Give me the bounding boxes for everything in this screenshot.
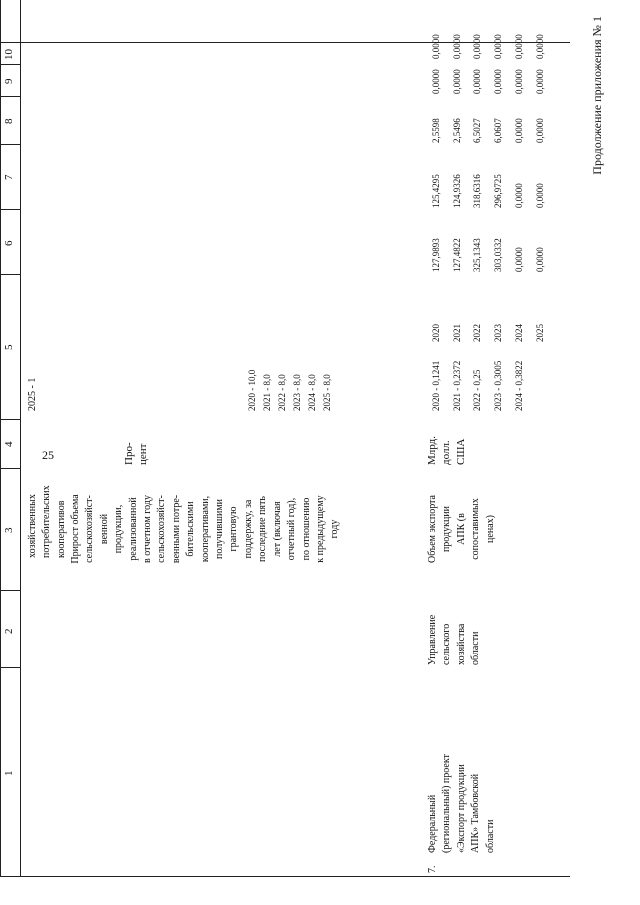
col-divider: [0, 590, 20, 591]
header-col-1: 1: [3, 770, 15, 776]
row-7-col-regional: 2,5598 2,5496 6,5027 6,0607 0,0000 0,0000: [431, 118, 545, 143]
header-col-5: 5: [3, 344, 15, 350]
header-col-8: 8: [3, 118, 15, 124]
col-divider: [0, 468, 20, 469]
header-col-4: 4: [3, 441, 15, 447]
row-7-unit: Млрд. долл. США: [426, 436, 467, 465]
col-divider: [0, 274, 20, 275]
indicator-growth-name: Прирост объема сельскохозяйст- венной продукции, реализованной в отчетном году сельскохозяйст- венными потре- бительскими кооперативами, получившими грантовую поддержку, за последние пять лет (включая отчетный год), по отношению к предыдущему году: [70, 494, 341, 564]
page-number: 25: [42, 448, 54, 462]
prev-target-2025: 2025 - 1: [27, 377, 38, 411]
row-7-years: 2020 2021 2022 2023 2024 2025: [431, 324, 545, 342]
row-7-project: Федеральный (региональный) проект «Экспорт продукции АПК» Тамбовской области: [427, 754, 496, 853]
table-border-left: [0, 876, 570, 877]
col-divider: [0, 96, 20, 97]
indicator-prev-tail: хозяйственных потребительских кооперативов: [27, 485, 67, 558]
col-divider: [0, 419, 20, 420]
header-col-7: 7: [3, 174, 15, 180]
col-divider: [0, 667, 20, 668]
header-col-3: 3: [3, 527, 15, 533]
row-7-col-federal: 125,4295 124,9326 318,6316 296,9725 0,0000 0,0000: [431, 174, 545, 208]
header-col-2: 2: [3, 628, 15, 634]
col-divider: [0, 209, 20, 210]
col-divider: [0, 144, 20, 145]
row-7-number: 7.: [427, 865, 438, 873]
header-bottom-line: [20, 0, 21, 877]
col-divider: [0, 64, 20, 65]
row-7-col-10: 0,0000 0,0000 0,0000 0,0000 0,0000 0,0000: [431, 34, 545, 59]
indicator-growth-targets: 2020 - 10,0 2021 - 8,0 2022 - 8,0 2023 - 8,0 2024 - 8,0 2025 - 8,0: [247, 369, 332, 411]
indicator-growth-unit: Про- цент: [123, 442, 150, 465]
row-7-targets: 2020 - 0,1241 2021 - 0,2372 2022 - 0,25 2023 - 0,3005 2024 - 0,3822: [431, 360, 524, 411]
row-7-col-total: 127,9893 127,4822 325,1343 303,0332 0,0000 0,0000: [431, 238, 545, 272]
row-7-responsible: Управление сельского хозяйства области: [427, 614, 482, 665]
row-7-col-9: 0,0000 0,0000 0,0000 0,0000 0,0000 0,0000: [431, 69, 545, 94]
header-col-6: 6: [3, 240, 15, 246]
continuation-label: Продолжение приложения № 1: [590, 16, 604, 175]
header-col-10: 10: [3, 49, 15, 60]
row-7-indicator: Объем экспорта продукции АПК (в сопоставимых ценах): [427, 495, 496, 563]
header-col-9: 9: [3, 78, 15, 84]
table-border-top: [0, 0, 1, 877]
